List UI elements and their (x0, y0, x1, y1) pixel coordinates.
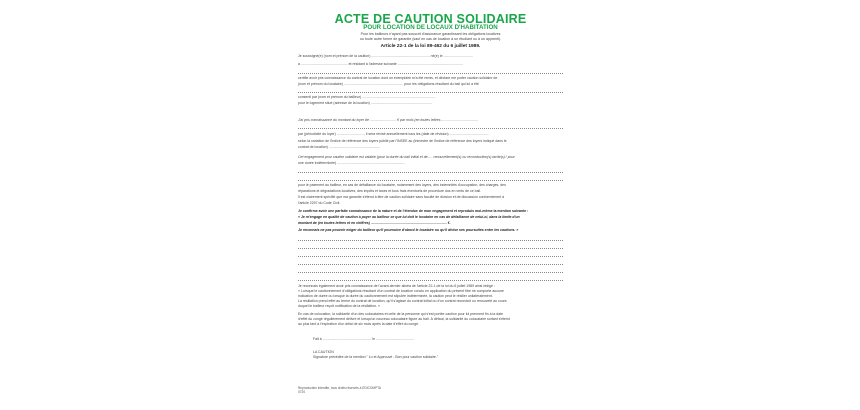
index-line: selon la variation de l'indice de référence des loyers publié par l'INSEE au (trimestre de l'indice de référence des loyers indiqué dans le (298, 139, 507, 143)
index-line-2: contrat de location) ..................................................... (298, 145, 381, 149)
quote-line-3: La résiliation prend effet au terme du contrat de location, qu'il s'agisse du contrat initial ou d'un contrat reconduit ou renouvelé au cours (298, 299, 507, 303)
handwritten-mention-3: Je reconnais ne pas pouvoir exiger du bailleur qu'il poursuive d'abord le locataire ou qu'il divise ses poursuites entre les cautions. » (298, 228, 519, 232)
surety-identity-line: Je soussigné(e) (nom et prénom de la caution) ............................................................ né(e) le .............................. (298, 54, 473, 58)
handwriting-line (298, 272, 563, 273)
colocation-line-1: En cas de colocation, la solidarité d'un des colocataires et celle de la personne qui s'est portée caution pour lui prennent fin à la date (298, 312, 504, 316)
handwriting-line (298, 264, 563, 265)
caution-label: LA CAUTION (313, 350, 334, 354)
fill-line (298, 180, 563, 181)
form-title: ACTE DE CAUTION SOLIDAIRE (334, 12, 527, 26)
fill-line (298, 172, 563, 173)
duration-line-2: une durée indéterminée) ...................................................................... (298, 161, 406, 165)
landlord-line: consenti par (nom et prénom du bailleur) ........................................................................... (298, 95, 435, 99)
signature-instruction: Signature précédée de la mention " Lu et Approuvé - Bon pour caution solidaire." (313, 355, 439, 359)
handwriting-line (298, 280, 563, 281)
form-reference: 0720 (298, 390, 306, 394)
caution-form-sheet (293, 12, 568, 406)
property-address-line: pour le logement situé (adresse de la location) ............................................................... (298, 101, 433, 105)
intro-line-2: ou toute autre forme de garantie (sauf en cas de location à un étudiant ou à un apprenti). (359, 36, 502, 41)
handwritten-mention-1: « Je m'engage en qualité de caution à payer au bailleur ce que lui doit le locataire en cas de défaillance de celui-ci, dans la limite d'un (298, 215, 520, 219)
colocation-line-3: au plus tard à l'expiration d'un délai de six mois après la date d'effet du congé. (298, 322, 420, 326)
fill-line (298, 73, 563, 74)
intro-line-1: Pour les bailleurs n'ayant pas souscrit d'assurance garantissant les obligations locatives (360, 32, 501, 36)
rent-amount-line: J'ai pris connaissance du montant du loyer de ........................... € par mois (en toutes lettres ...................................... (298, 118, 479, 122)
surety-address-line: à ................................................ et résidant à l'adresse suivante ................................................................... (298, 62, 463, 66)
intro-text (313, 32, 548, 41)
handwritten-mention-2: montant de (en toutes lettres et en chiffres) .............................................................................. €. (298, 221, 451, 225)
certify-line: certifie avoir pris connaissance du contrat de location dont un exemplaire m'a été remis, et déclare me porter caution solidaire de (298, 76, 498, 80)
confirm-line: Je confirme avoir une parfaite connaissance de la nature et de l'étendue de mon engagement et reproduis moi-même la mention suivante : (298, 209, 529, 213)
form-subtitle: POUR LOCATION DE LOCAUX D'HABITATION (363, 24, 498, 31)
handwriting-line (298, 248, 563, 249)
civil-code-line: l'article 2297 du Code Civil. (298, 201, 341, 205)
quote-line-2: indication de durée ou lorsque la durée du cautionnement est stipulée indéterminée, la caution peut le résilier unilatéralement. (298, 294, 493, 298)
signed-at-line: Fait à .................................................. le ....................................... (313, 337, 414, 341)
quote-line-1: « Lorsque le cautionnement d'obligations résultant d'un contrat de location conclu en application du présent titre ne comporte aucune (298, 289, 504, 293)
quote-line-4: duquel le bailleur reçoit notification de la résiliation. » (298, 304, 380, 308)
copyright-notice: Reproduction interdite, tous droits réservés à EDICOMPTA (298, 386, 382, 390)
fill-line (298, 92, 563, 93)
colocation-line-2: d'effet du congé régulièrement délivré et lorsqu'un nouveau colocataire figure au bail. À défaut, la solidarité du colocataire sortant s'éteint (298, 317, 510, 321)
rent-period-line: par (périodicité du loyer) ............................, il sera révisé annuellement tous les (date de révision) ........................................ (298, 132, 489, 136)
article-reference: Article 22-1 de la loi 89-462 du 6 juillet 1989. (380, 44, 481, 49)
duration-line: Cet engagement pour caution solidaire est valable (pour la durée du bail initial et de..... renouvellement(s) ou reconduction(s) tacite(s) / pour (298, 155, 515, 159)
solidarity-line: Il est clairement spécifié que ma garantie s'étend à titre de caution solidaire sans faculté de division et de discussion conformément à (298, 195, 505, 199)
payment-line-2: réparations et dégradations locatives, des impôts et taxes et tous frais éventuels de procédure dus en vertu de ce bail. (298, 189, 482, 193)
handwriting-line (298, 256, 563, 257)
fill-line (298, 128, 563, 129)
acknowledge-line: Je reconnais également avoir pris connaissance de l'avant-dernier alinéa de l'article 22-1 de la loi du 6 juillet 1989 ainsi rédigé : (298, 284, 495, 288)
handwriting-line (298, 240, 563, 241)
payment-line: pour le paiement au bailleur, en cas de défaillance du locataire, notamment des loyers, des indemnités d'occupation, des charges, des (298, 183, 506, 187)
tenant-line: (nom et prénom du locataire) ............................................................. pour les obligations résultant du bail qui lui a été (298, 82, 479, 86)
